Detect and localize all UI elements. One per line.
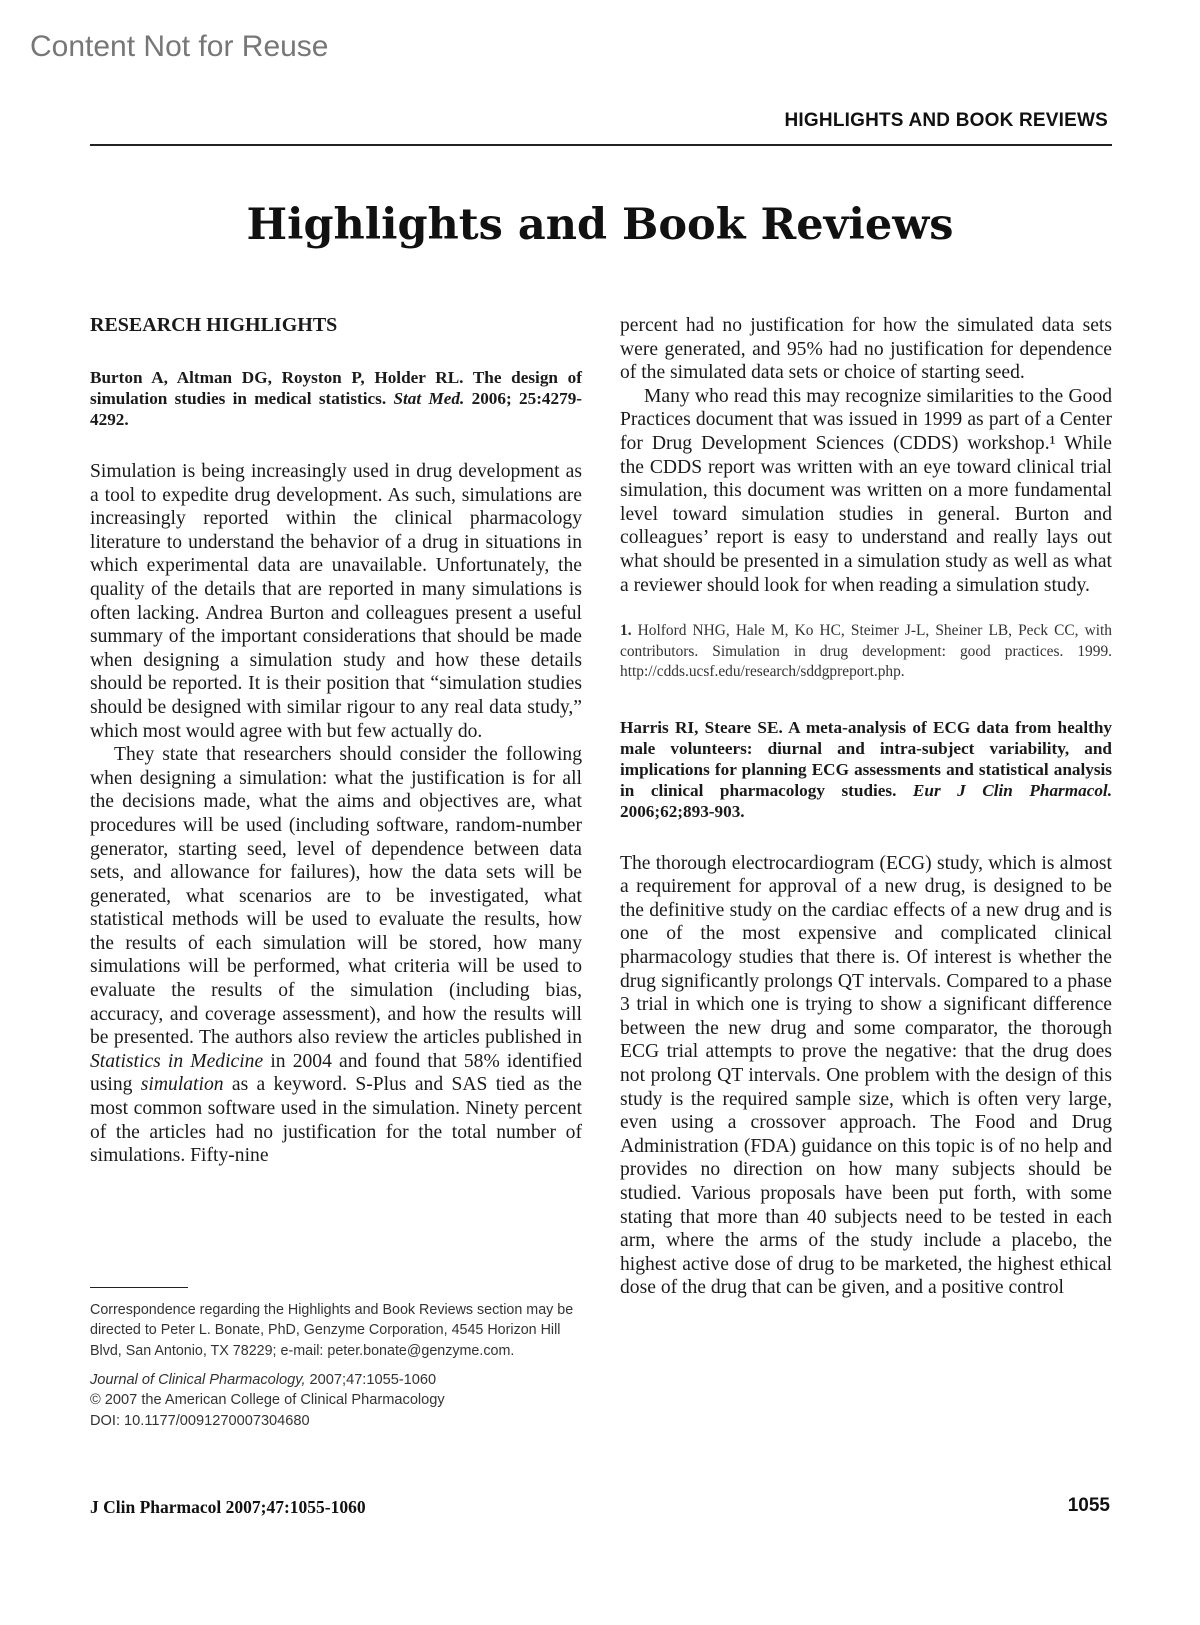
citation-authors-title: Burton A, Altman DG, Royston P, Holder RL. The design of simulation studies in medical statistics. — [90, 368, 582, 408]
citation-details: 2006;62;893-903. — [620, 801, 745, 821]
body-paragraph: percent had no justification for how the simulated data sets were generated, and 95% had no justification for dependence of the simulated data sets or choice of starting seed. — [620, 315, 1112, 384]
correspondence-footnote: Correspondence regarding the Highlights and Book Reviews section may be directed to Peter L. Bonate, PhD, Genzyme Corporation, 4545 Horizon Hill Blvd, San Antonio, TX 78229; e-mail: peter.bonate@genzyme.com. — [90, 1302, 574, 1359]
reference-text: Holford NHG, Hale M, Ko HC, Steimer J-L, Sheiner LB, Peck CC, with contributors. Simulation in drug development: good practices. 1999. http://cdds.ucsf.edu/research/sddgpreport.php. — [620, 622, 1112, 681]
copyright-line: © 2007 the American College of Clinical Pharmacology — [90, 1392, 445, 1409]
body-paragraph — [90, 743, 582, 1168]
header-rule — [90, 144, 1112, 146]
right-column — [620, 314, 1112, 1300]
journal-citation-line — [90, 1370, 585, 1390]
citation-journal: Stat Med. — [393, 389, 465, 408]
journal-volume: 2007;47:1055-1060 — [305, 1372, 437, 1388]
citation-harris — [620, 717, 1112, 822]
body-paragraph: The thorough electrocardiogram (ECG) study, which is almost a requirement for approval of a new drug, is designed to be the definitive study on the cardiac effects of a new drug and is one of the most expensive and complicated clinical pharmacology studies that there is. Of interest is whether the drug significantly prolongs QT intervals. Compared to a phase 3 trial in which one is trying to show a significant difference between the new drug and some comparator, the thorough ECG trial attempts to prove the negative: that the drug does not prolong QT intervals. One problem with the design of this study is the required sample size, which is often very large, even using a crossover approach. The Food and Drug Administration (FDA) guidance on this topic is of no help and provides no direction on how many subjects should be studied. Various proposals have been put forth, with some stating that more than 40 subjects need to be tested in each arm, where the arms of the study include a placebo, the highest active dose of drug to be marketed, the highest ethical dose of the drug that can be given, and a positive control — [620, 852, 1112, 1299]
citation-burton — [90, 367, 582, 430]
reference-number: 1. — [620, 622, 632, 640]
footnote-rule — [90, 1287, 188, 1288]
page-number: 1055 — [1067, 1495, 1110, 1516]
text-run: as a keyword. S-Plus and SAS tied as the most common software used in the simulation. Ninety percent of the articles had no justification for the total number of simulations. Fifty-nine — [90, 1074, 583, 1167]
body-paragraph: Simulation is being increasingly used in drug development as a tool to expedite drug development. As such, simulations are increasingly reported within the clinical pharmacology literature to understand the behavior of a drug in situations in which experimental data are unavailable. Unfortunately, the quality of the details that are reported in many simulations is often lacking. Andrea Burton and colleagues present a useful summary of the important considerations that should be made when designing a simulation study and how these details should be reported. It is their position that “simulation studies should be designed with similar rigour to any real data study,” which most would agree with but few actually do. — [90, 461, 582, 742]
watermark: Content Not for Reuse — [30, 30, 329, 63]
body-paragraph: Many who read this may recognize similarities to the Good Practices document that was issued in 1999 as part of a Center for Drug Development Sciences (CDDS) workshop.¹ While the CDDS report was written with an eye toward clinical trial simulation, this document was written on a more fundamental level toward simulation studies in general. Burton and colleagues’ report is easy to understand and really lays out what should be presented in a simulation study as well as what a reviewer should look for when reading a simulation study. — [620, 385, 1112, 596]
text-run: They state that researchers should consider the following when designing a simulation: what the justification is for all the decisions made, what the aims and objectives are, what procedures will be used (including software, random-number generator, starting seed, level of dependence between data sets, and allowance for failures), how the data sets will be generated, what scenarios are to be investigated, what statistical methods will be used to evaluate the results, how the results of each simulation will be stored, how many simulations will be performed, what criteria will be used to evaluate the results of the simulation (including bias, accuracy, and coverage assessment), and how the results will be presented. The authors also review the articles published in — [90, 744, 582, 1049]
reference-item — [620, 621, 1112, 683]
journal-info — [90, 1370, 585, 1431]
page-title: Highlights and Book Reviews — [246, 200, 954, 250]
left-column — [90, 314, 582, 1168]
journal-name: Journal of Clinical Pharmacology, — [90, 1372, 306, 1388]
doi-line: DOI: 10.1177/0091270007304680 — [90, 1412, 310, 1429]
italic-keyword: simulation — [140, 1074, 224, 1096]
footer-citation: J Clin Pharmacol 2007;47:1055-1060 — [90, 1497, 366, 1517]
text-run: in 2004 and found that 58% identified using — [90, 1050, 582, 1096]
italic-journal-name: Statistics in Medicine — [90, 1050, 264, 1072]
citation-details: 2006; 25:4279-4292. — [90, 389, 583, 429]
citation-journal: Eur J Clin Pharmacol. — [912, 780, 1112, 800]
running-head: HIGHLIGHTS AND BOOK REVIEWS — [784, 110, 1108, 131]
section-heading: RESEARCH HIGHLIGHTS — [90, 314, 338, 336]
citation-authors-title: Harris RI, Steare SE. A meta-analysis of ECG data from healthy male volunteers: diurnal and intra-subject variability, and implications for planning ECG assessments and statistical analysis in clinical pharmacology studies. — [620, 717, 1112, 800]
